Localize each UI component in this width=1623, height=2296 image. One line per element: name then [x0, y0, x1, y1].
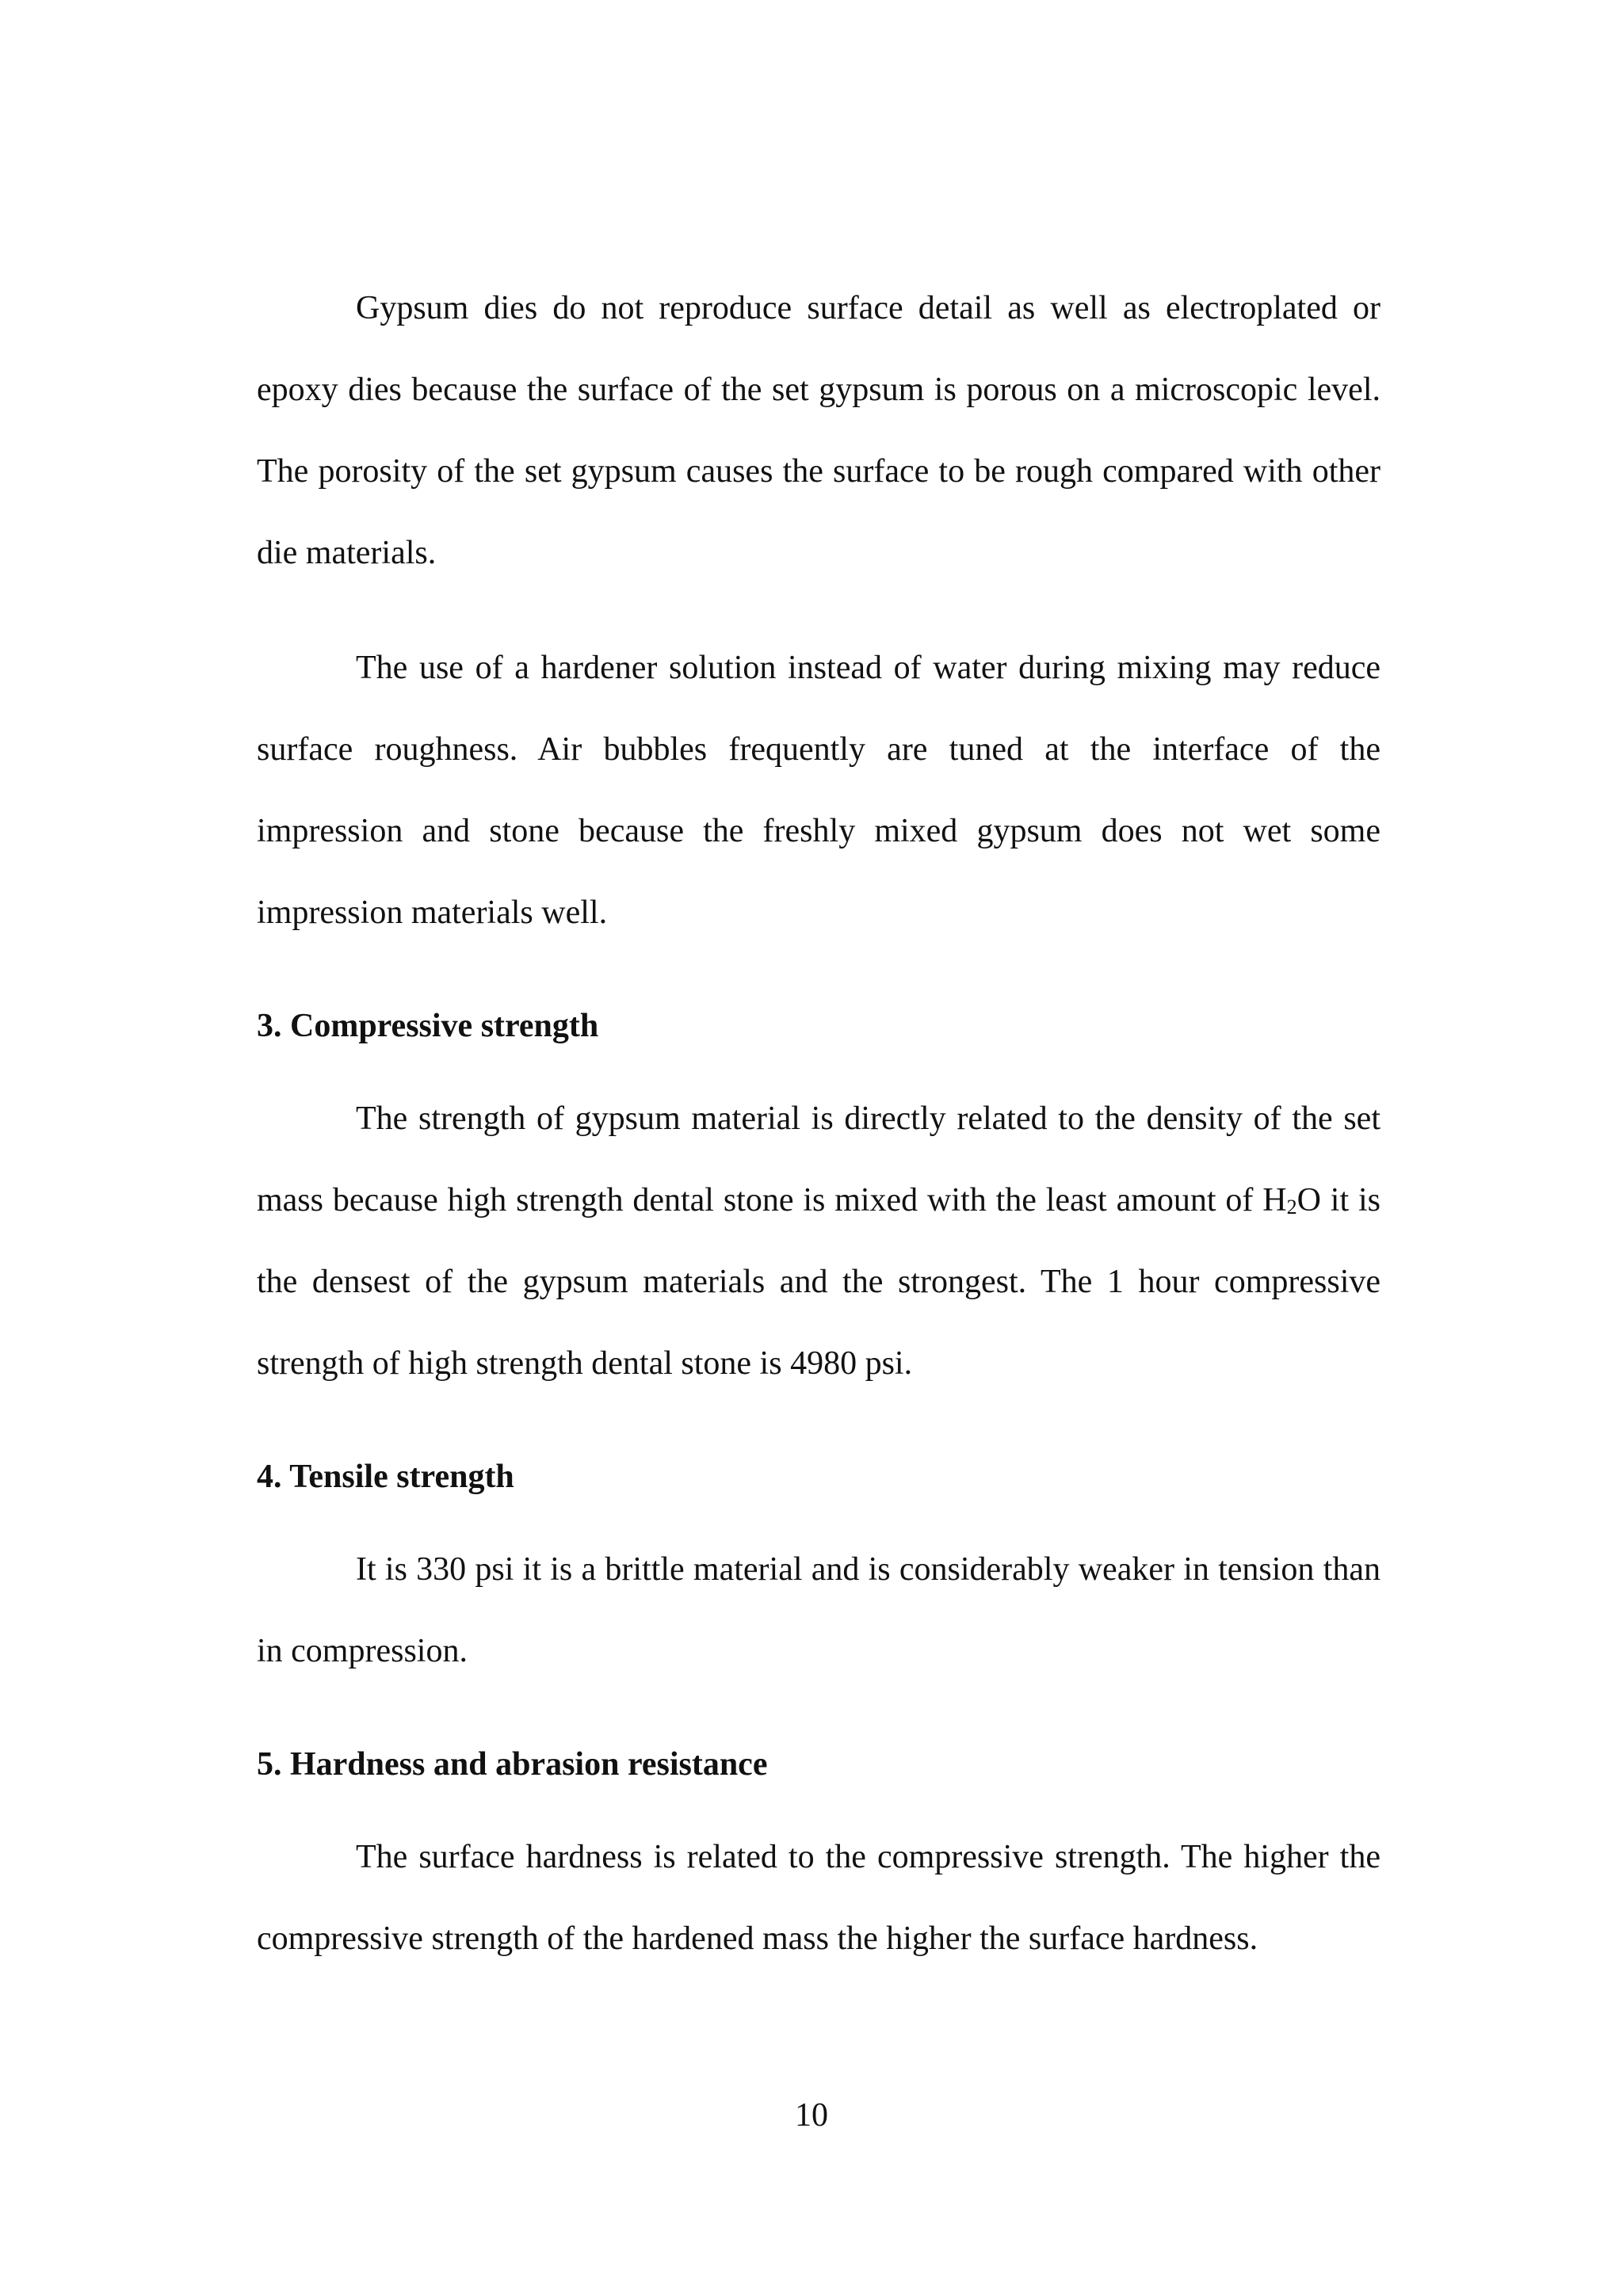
paragraph-gypsum-dies: Gypsum dies do not reproduce surface detail as well as electroplated or epoxy dies because the surface of the set gypsum is porous on a microscopic level. The porosity of the set gypsum causes the surface to be rough compared with other die materials.	[257, 290, 1381, 571]
paragraph-compressive-strength	[257, 1078, 1381, 1405]
heading-compressive-strength: 3. Compressive strength	[257, 1008, 599, 1044]
heading-tensile-strength: 4. Tensile strength	[257, 1459, 514, 1495]
paragraph-hardness: The surface hardness is related to the compressive strength. The higher the compressive strength of the hardened mass the higher the surface hardness.	[257, 1839, 1381, 1957]
compressive-text-part-1: The strength of gypsum material is directly related to the density of the set mass because high strength dental stone is mixed with the least amount of H	[257, 1100, 1381, 1219]
paragraph-tensile-strength: It is 330 psi it is a brittle material and is considerably weaker in tension than in compression.	[257, 1551, 1381, 1669]
compressive-text-part-2: O it is the densest of the gypsum materials and the strongest. The 1 hour compressive strength of high strength dental stone is 4980 psi.	[257, 1182, 1381, 1382]
heading-hardness-abrasion: 5. Hardness and abrasion resistance	[257, 1746, 768, 1783]
page-content	[257, 268, 1381, 1980]
paragraph-hardener-solution: The use of a hardener solution instead of water during mixing may reduce surface roughness. Air bubbles frequently are tuned at the interface of the impression and stone because the freshly mixed gypsum does not wet some impression materials well.	[257, 650, 1381, 931]
page-number: 10	[795, 2097, 828, 2134]
subscript-two: 2	[1286, 1196, 1297, 1219]
